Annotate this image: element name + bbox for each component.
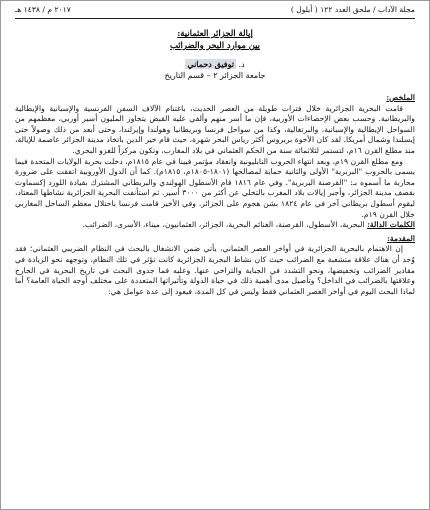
- article-title: [15, 27, 415, 51]
- running-head: [15, 5, 415, 15]
- introduction-paragraph-1: إن الاهتمام بالبحرية الجزائرية في أواخر العصر العثماني، يأتي ضمن الانشغال بالبحث في النظام الضريبي العثماني؛ فقد وُجد أن هناك علاقة متشعبة مع الضرائب حيث كان نشاط البحرية الجزائرية كانت تؤثر في تلك النظام، وتوجهه نحو الزيادة في مقادير الضرائب وتخفيضها، ونحو التشدد في الجباية والتراخي عنها. وعليه فما جدوى البحث في تاريخ البحرية في الخارج وعلاقتها بالضرائب في الداخل؟ وتأصيل مدى أهمية ذلك في حياة الدولة وتأثيراتها المتعددة على مختلف أوجه الحياة العامة؟ أما لماذا البحث اليوم في أواخر العصر العثماني فقط وليس في كل المدة، فيعود إلى عدة عوامل هي:: [15, 244, 415, 296]
- title-line-2: بين موارد البحر والضرائب: [169, 40, 260, 50]
- header-rule: [15, 18, 415, 19]
- abstract-paragraph-1: قامت البحرية الجزائرية خلال فترات طويلة من العصر الحديث، باغتنام الآلاف السفن الفرنسية والإسبانية والإيطالية والبريطانية. وحسب بعض الإحصاءات الأوربية، فإن ما أسر منهم وألقي عليه القبض يتجاوز المليون أسير أوربي، معظمهم من السواحل الإيطالية والإسبانية، والبرتغالية، وكذا من سواحل فرنسا وبريطانيا وهولندا وإيرلندا، وحتى أبعد من ذلك وصولاً حتى إيسلندا وشمال أمريكا. لقد كان الأخوة بربروس أكثر رياس البحر شهرة، حيث قام خير الدين باتخاذ مدينة الجزائر عاصمة للإيالة، منذ مطلع القرن ١٦م، لتستمر لثلاثمائة سنة من الحكم العثماني في بلاد المغارب، وتكون مركزاً للغزو البحري.: [15, 103, 415, 155]
- title-line-1: إيالة الجزائر العثمانية:: [177, 28, 253, 38]
- author-affiliation: جامعة الجزائر ٢ – قسم التاريخ: [164, 71, 266, 80]
- keywords-list: البحرية، الأسطول، القرصنة، الغنائم البحرية، الجزائر، العثمانيون، ميناء، الأسرى، الضرائب.: [82, 220, 365, 230]
- keywords-label: الكلمات الدالة:: [367, 220, 415, 230]
- author-prefix: د.: [238, 60, 245, 69]
- keywords: [15, 220, 415, 231]
- introduction-heading: المقدمة:: [387, 233, 415, 243]
- abstract-paragraph-2: ومع مطلع القرن ١٩م، وبعد انتهاء الحروب النابليونية وانعقاد مؤتمر فيينا في عام ١٨١٥م، دخلت بحرية الولايات المتحدة فيما يسمى بالحروب "البربرية" الأولى والثانية حماية لمصالحها (١٨٠١-١٨٠٥م، ١٨١٥م). كما أن الدول الأوروبية اتفقت على ضرورة محاربة ما أسموه بـ: "القرصنة البربرية". وفي عام ١٨١٦ قام الأسطول الهولندي والبريطاني المشترك بقيادة اللورد إكسماوث بقصف مدينة الجزائر، وأجبر إيالات بلاد المغرب بالتخلي عن أكثر من ٣٠٠٠ أسير. ثم استأنفت البحرية الجزائرية نشاطها المعتاد، ليقوم أسطول بريطاني آخر في عام ١٨٢٤ بشن هجوم على الجزائر. وفي الأخير قامت فرنسا باحتلال معظم الساحل المغاربي خلال القرن ١٩م.: [15, 156, 416, 219]
- journal-issue: مجلة الآداب / ملحق العدد ١٢٢ ( أيلول ): [290, 5, 415, 14]
- publication-date: ٢٠١٧ م / ١٤٣٨ هـ: [15, 5, 71, 14]
- author-name: توفيق دحماني: [187, 59, 234, 69]
- abstract-heading: الملخص:: [386, 93, 415, 102]
- author-block: [15, 59, 415, 81]
- article-body: [15, 93, 415, 297]
- author-line: [15, 59, 415, 70]
